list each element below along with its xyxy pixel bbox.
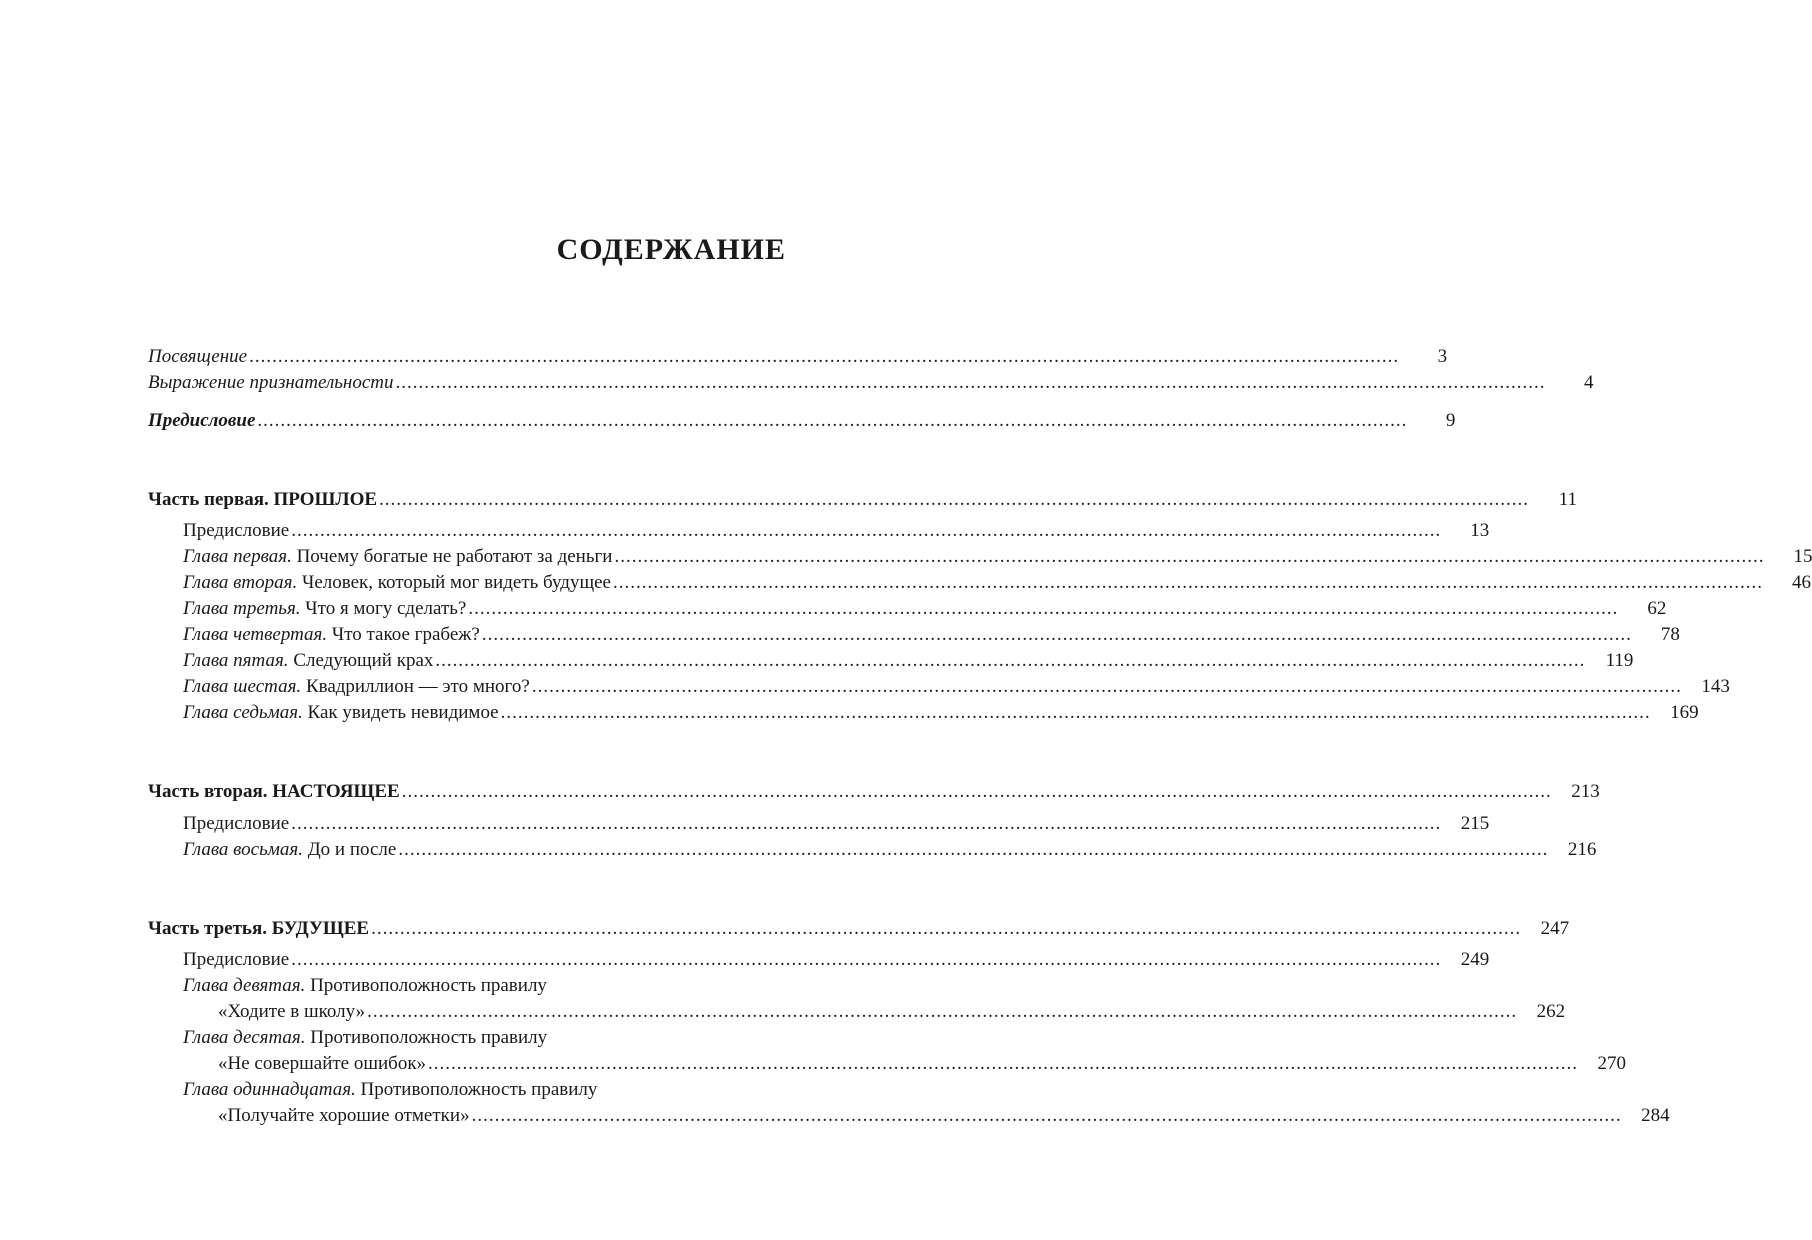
toc-page-number: 46	[1791, 572, 1811, 593]
toc-chapter-title-line	[183, 973, 547, 999]
toc-page-number: 284	[1641, 1105, 1670, 1126]
toc-entry-label	[183, 837, 396, 863]
page-title: СОДЕРЖАНИЕ	[556, 233, 786, 266]
leader-dots: ........................................................................................................................................................................................................	[395, 372, 1546, 393]
leader-dots: ........................................................................................................................................................................................................	[371, 918, 1522, 939]
toc-entry-label	[183, 544, 612, 570]
toc-entry-foreword[interactable]	[148, 408, 1456, 434]
toc-entry-label: Предисловие	[148, 410, 256, 431]
toc-chapter[interactable]	[183, 570, 1811, 596]
chapter-number: Глава десятая.	[183, 1027, 306, 1048]
leader-dots: ........................................................................................................................................................................................................	[367, 1001, 1518, 1022]
toc-chapter[interactable]	[183, 674, 1730, 700]
toc-page-number: 119	[1605, 650, 1634, 671]
chapter-title: Противоположность правилу	[310, 975, 547, 996]
toc-page-number: 169	[1670, 702, 1699, 723]
toc-page-number: 247	[1540, 918, 1570, 939]
leader-dots: ........................................................................................................................................................................................................	[401, 781, 1552, 802]
toc-entry-label: Предисловие	[183, 949, 290, 970]
toc-chapter-title-line	[183, 1025, 547, 1051]
toc-page-number: 249	[1460, 949, 1490, 970]
toc-page-number: 11	[1558, 489, 1578, 510]
toc-part-label: Часть вторая. НАСТОЯЩЕЕ	[148, 781, 400, 802]
toc-entry-label	[183, 674, 530, 700]
toc-page-number: 3	[1437, 346, 1448, 367]
toc-page-number: 15	[1793, 546, 1812, 567]
toc-chapter[interactable]	[218, 1103, 1670, 1129]
chapter-subtitle: «Не совершайте ошибок»	[218, 1053, 427, 1074]
toc-chapter[interactable]	[183, 648, 1634, 674]
chapter-title: Противоположность правилу	[310, 1027, 548, 1048]
toc-page-number: 78	[1660, 624, 1680, 645]
toc-page-number: 4	[1583, 372, 1594, 393]
toc-part-1-preface[interactable]	[183, 518, 1490, 544]
toc-page-number: 216	[1567, 839, 1597, 860]
leader-dots: ........................................................................................................................................................................................................	[531, 676, 1682, 697]
leader-dots: ........................................................................................................................................................................................................	[614, 546, 1765, 567]
chapter-number: Глава одиннадцатая.	[183, 1079, 356, 1100]
toc-entry-label: Предисловие	[183, 813, 290, 834]
chapter-number: Глава девятая.	[183, 975, 306, 996]
leader-dots: ........................................................................................................................................................................................................	[612, 572, 1763, 593]
chapter-title: Следующий крах	[293, 650, 434, 671]
leader-dots: ........................................................................................................................................................................................................	[428, 1053, 1579, 1074]
toc-chapter[interactable]	[183, 700, 1699, 726]
chapter-title: Как увидеть невидимое	[307, 702, 499, 723]
chapter-title: Человек, который мог видеть будущее	[301, 572, 611, 593]
leader-dots: ........................................................................................................................................................................................................	[291, 813, 1442, 834]
toc-page-number: 13	[1470, 520, 1490, 541]
chapter-title: Что такое грабеж?	[331, 624, 480, 645]
toc-entry-label: Выражение признательности	[148, 372, 394, 393]
leader-dots: ........................................................................................................................................................................................................	[435, 650, 1586, 671]
toc-chapter[interactable]	[218, 1051, 1627, 1077]
toc-entry-label: Посвящение	[148, 346, 248, 367]
toc-part-label: Часть первая. ПРОШЛОЕ	[148, 489, 378, 510]
toc-page-number: 143	[1701, 676, 1730, 697]
toc-entry-acknowledgements[interactable]	[148, 370, 1594, 396]
toc-entry-label	[183, 622, 480, 648]
chapter-title: До и после	[307, 839, 397, 860]
chapter-subtitle: «Получайте хорошие отметки»	[218, 1105, 470, 1126]
chapter-title: Квадриллион — это много?	[305, 676, 530, 697]
chapter-subtitle: «Ходите в школу»	[218, 1001, 366, 1022]
leader-dots: ........................................................................................................................................................................................................	[481, 624, 1632, 645]
leader-dots: ........................................................................................................................................................................................................	[398, 839, 1549, 860]
leader-dots: ........................................................................................................................................................................................................	[468, 598, 1619, 619]
toc-part-label: Часть третья. БУДУЩЕЕ	[148, 918, 370, 939]
toc-chapter[interactable]	[183, 837, 1597, 863]
toc-part-1-heading[interactable]	[148, 487, 1578, 513]
toc-page-number: 9	[1445, 410, 1456, 431]
toc-entry-label	[183, 700, 499, 726]
toc-page-number: 215	[1460, 813, 1490, 834]
toc-entry-label	[183, 648, 433, 674]
toc-part-2-heading[interactable]	[148, 779, 1600, 805]
chapter-title: Что я могу сделать?	[305, 598, 467, 619]
toc-chapter[interactable]	[183, 622, 1680, 648]
chapter-number: Глава четвертая.	[183, 624, 328, 645]
toc-chapter[interactable]	[183, 596, 1667, 622]
leader-dots: ........................................................................................................................................................................................................	[291, 949, 1442, 970]
toc-chapter-title-line	[183, 1077, 597, 1103]
chapter-number: Глава пятая.	[183, 650, 289, 671]
toc-chapter[interactable]	[183, 544, 1812, 570]
chapter-number: Глава седьмая.	[183, 702, 303, 723]
chapter-title: Почему богатые не работают за деньги	[296, 546, 613, 567]
chapter-number: Глава первая.	[183, 546, 292, 567]
chapter-number: Глава третья.	[183, 598, 301, 619]
toc-page-number: 270	[1597, 1053, 1627, 1074]
toc-entry-label: Предисловие	[183, 520, 290, 541]
toc-entry-label	[183, 570, 611, 596]
chapter-number: Глава восьмая.	[183, 839, 303, 860]
toc-part-2-preface[interactable]	[183, 811, 1490, 837]
leader-dots: ........................................................................................................................................................................................................	[500, 702, 1651, 723]
leader-dots: ........................................................................................................................................................................................................	[379, 489, 1530, 510]
chapter-number: Глава шестая.	[183, 676, 302, 697]
toc-page-number: 62	[1647, 598, 1667, 619]
chapter-title: Противоположность правилу	[360, 1079, 598, 1100]
toc-entry-label	[183, 596, 466, 622]
toc-page-number: 262	[1536, 1001, 1566, 1022]
toc-chapter[interactable]	[218, 999, 1566, 1025]
leader-dots: ........................................................................................................................................................................................................	[249, 346, 1400, 367]
toc-part-3-preface[interactable]	[183, 947, 1490, 973]
leader-dots: ........................................................................................................................................................................................................	[471, 1105, 1622, 1126]
leader-dots: ........................................................................................................................................................................................................	[257, 410, 1408, 431]
toc-page-number: 213	[1571, 781, 1600, 802]
chapter-number: Глава вторая.	[183, 572, 298, 593]
leader-dots: ........................................................................................................................................................................................................	[291, 520, 1442, 541]
toc-entry-dedication[interactable]	[148, 344, 1448, 370]
toc-part-3-heading[interactable]	[148, 916, 1570, 942]
